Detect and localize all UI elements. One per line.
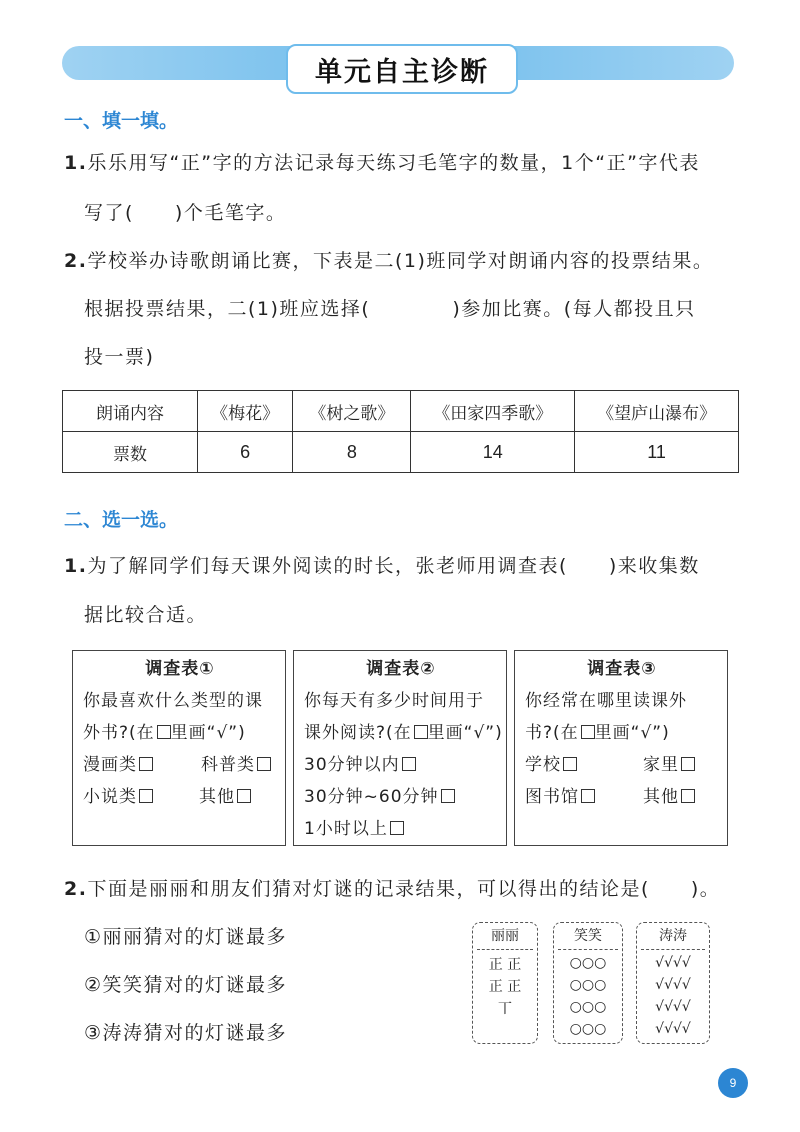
table-cell-item: 《田家四季歌》: [411, 391, 575, 432]
tally-name: 涛涛: [641, 923, 705, 950]
survey-3-option[interactable]: [643, 781, 695, 813]
survey-1-line2b: 里画“√”): [170, 723, 246, 743]
tally-line: √√√√: [655, 999, 691, 1015]
table-cell-vote: 14: [411, 432, 575, 473]
survey-3-option[interactable]: [525, 749, 577, 781]
s2-q1-line2: 据比较合适。: [84, 604, 208, 626]
table-cell-vote: 11: [575, 432, 739, 473]
s1-q1-line2: 写了( )个毛笔字。: [84, 202, 287, 224]
checkbox-icon[interactable]: [581, 789, 595, 803]
s2-q1-line1: [64, 551, 700, 578]
tally-line: √√√√: [655, 977, 691, 993]
survey-2-option[interactable]: [304, 813, 498, 845]
survey-2-line2a: 课外阅读?(在: [304, 723, 412, 743]
survey-1-option[interactable]: [201, 749, 271, 781]
checkbox-icon[interactable]: [563, 757, 577, 771]
option-label: 家里: [643, 755, 679, 775]
checkbox-icon[interactable]: [390, 821, 404, 835]
tally-line: ○○○: [569, 999, 607, 1015]
page-number: 9: [718, 1068, 748, 1098]
survey-box-3: [514, 650, 728, 846]
tally-line: √√√√: [655, 955, 691, 971]
option-label: 小说类: [83, 787, 137, 807]
survey-3-title: 调查表③: [587, 659, 657, 679]
s1-q1-line1: [64, 148, 700, 175]
s1-q1-number: 1.: [64, 152, 88, 174]
option-label: 学校: [525, 755, 561, 775]
survey-3-line2a: 书?(在: [525, 723, 579, 743]
section-1-title: 一、填一填。: [64, 110, 179, 132]
survey-3-options-row2: [525, 781, 719, 813]
s2-q2-text-1: 下面是丽丽和朋友们猜对灯谜的记录结果，可以得出的结论是( )。: [87, 878, 721, 900]
table-cell-vote: 6: [198, 432, 293, 473]
checkbox-icon: [414, 725, 428, 739]
tally-line: ○○○: [569, 955, 607, 971]
survey-1-options-row1: [83, 749, 277, 781]
s2-q2-option-2: ②笑笑猜对的灯谜最多: [84, 974, 288, 996]
s2-q1-number: 1.: [64, 555, 88, 577]
tally-line: ○○○: [569, 1021, 607, 1037]
checkbox-icon[interactable]: [681, 789, 695, 803]
tally-name: 丽丽: [477, 923, 533, 950]
survey-box-1: [72, 650, 286, 846]
s2-q2-option-1: ①丽丽猜对的灯谜最多: [84, 926, 288, 948]
survey-2-option[interactable]: [304, 749, 498, 781]
s2-q1-text-1: 为了解同学们每天课外阅读的时长，张老师用调查表( )来收集数: [87, 555, 700, 577]
survey-2-line2b: 里画“√”): [427, 723, 503, 743]
tally-name: 笑笑: [558, 923, 618, 950]
tally-line: √√√√: [655, 1021, 691, 1037]
s1-q2-line3: 投一票): [84, 346, 155, 368]
option-label: 30分钟~60分钟: [304, 787, 439, 807]
survey-2-line1: 你每天有多少时间用于: [304, 691, 484, 711]
tally-box-taotao: [636, 922, 710, 1044]
checkbox-icon[interactable]: [257, 757, 271, 771]
survey-2-line2: [304, 717, 503, 749]
vote-table: [62, 390, 739, 473]
page-title: 单元自主诊断: [286, 44, 518, 94]
table-cell-item: 《望庐山瀑布》: [575, 391, 739, 432]
survey-1-title: 调查表①: [145, 659, 215, 679]
survey-3-options-row1: [525, 749, 719, 781]
table-row: [63, 432, 739, 473]
survey-2-option[interactable]: [304, 781, 498, 813]
survey-box-2: [293, 650, 507, 846]
option-label: 1小时以上: [304, 819, 388, 839]
tally-box-lili: [472, 922, 538, 1044]
survey-3-option[interactable]: [643, 749, 695, 781]
checkbox-icon[interactable]: [402, 757, 416, 771]
checkbox-icon[interactable]: [681, 757, 695, 771]
checkbox-icon[interactable]: [139, 757, 153, 771]
option-label: 30分钟以内: [304, 755, 400, 775]
option-label: 漫画类: [83, 755, 137, 775]
tally-line: 丅: [497, 1001, 540, 1017]
checkbox-icon[interactable]: [237, 789, 251, 803]
option-label: 科普类: [201, 755, 255, 775]
checkbox-icon[interactable]: [441, 789, 455, 803]
s1-q1-text-1: 乐乐用写“正”字的方法记录每天练习毛笔字的数量，1个“正”字代表: [87, 152, 700, 174]
survey-1-line2: [83, 717, 277, 749]
survey-1-option[interactable]: [83, 749, 153, 781]
tally-line: 正 正: [488, 957, 522, 973]
checkbox-icon: [157, 725, 171, 739]
section-2-title: 二、选一选。: [64, 509, 179, 531]
survey-3-line2b: 里画“√”): [594, 723, 670, 743]
survey-3-option[interactable]: [525, 781, 595, 813]
tally-line: 正 正: [488, 979, 522, 995]
survey-3-line2: [525, 717, 719, 749]
survey-2-title: 调查表②: [366, 659, 436, 679]
survey-1-options-row2: [83, 781, 277, 813]
checkbox-icon: [581, 725, 595, 739]
s2-q2-number: 2.: [64, 878, 88, 900]
table-cell-item: 《树之歌》: [293, 391, 411, 432]
s1-q2-text-1: 学校举办诗歌朗诵比赛，下表是二(1)班同学对朗诵内容的投票结果。: [87, 250, 714, 272]
survey-1-line2a: 外书?(在: [83, 723, 155, 743]
table-row: [63, 391, 739, 432]
survey-1-line1: 你最喜欢什么类型的课: [83, 691, 263, 711]
table-row-header: 朗诵内容: [63, 391, 198, 432]
table-cell-vote: 8: [293, 432, 411, 473]
option-label: 其他: [199, 787, 235, 807]
tally-box-xiaoxiao: [553, 922, 623, 1044]
s1-q2-number: 2.: [64, 250, 88, 272]
survey-1-option[interactable]: [83, 781, 153, 813]
survey-1-option[interactable]: [199, 781, 251, 813]
table-count-header: 票数: [63, 432, 198, 473]
survey-3-line1: 你经常在哪里读课外: [525, 691, 687, 711]
checkbox-icon[interactable]: [139, 789, 153, 803]
option-label: 其他: [643, 787, 679, 807]
s2-q2-option-3: ③涛涛猜对的灯谜最多: [84, 1022, 288, 1044]
option-label: 图书馆: [525, 787, 579, 807]
s2-q2-line1: [64, 874, 720, 901]
table-cell-item: 《梅花》: [198, 391, 293, 432]
tally-line: ○○○: [569, 977, 607, 993]
s1-q2-line2: 根据投票结果，二(1)班应选择( )参加比赛。(每人都投且只: [84, 298, 696, 320]
s1-q2-line1: [64, 246, 713, 273]
